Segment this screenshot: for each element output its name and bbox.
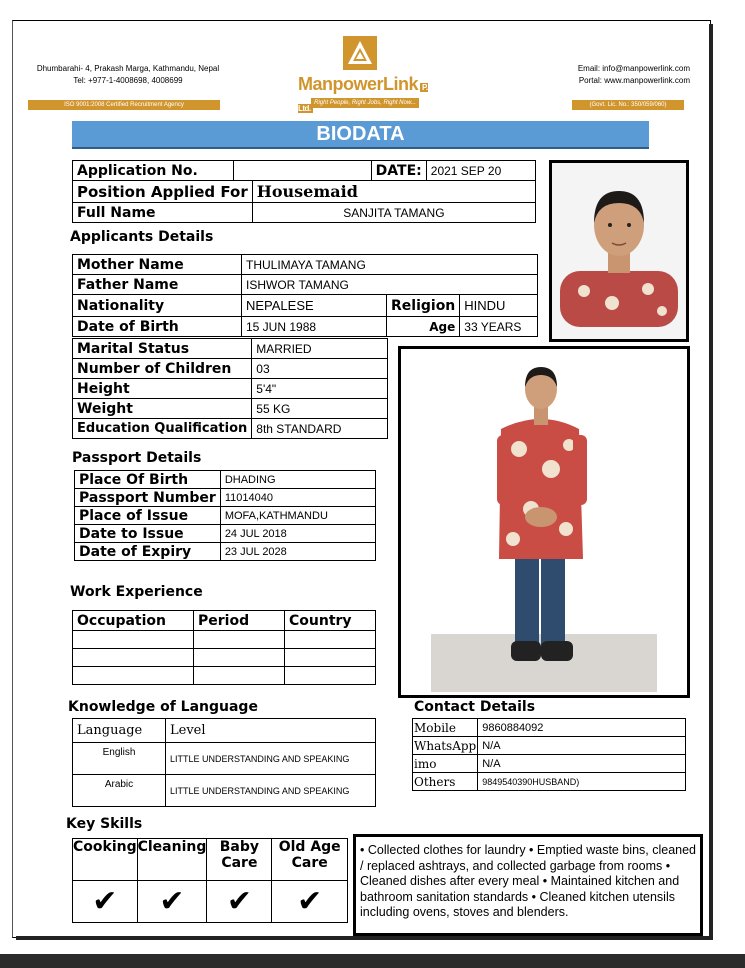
work-col-period: Period	[194, 611, 285, 631]
contact-heading: Contact Details	[414, 699, 536, 715]
contact-value: 9849540390HUSBAND)	[478, 773, 686, 791]
skill-check-icon: ✔	[137, 881, 207, 923]
language-table	[72, 718, 376, 807]
contact-label: Others	[413, 773, 478, 791]
work-experience-heading: Work Experience	[70, 584, 203, 600]
viewer-bottom-strip	[0, 954, 745, 968]
position-value: Housemaid	[252, 181, 535, 203]
education-label: Education Qualification	[73, 419, 252, 439]
passport-details-heading: Passport Details	[72, 450, 202, 466]
age-label: Age	[387, 317, 460, 337]
passport-row-value: 24 JUL 2018	[220, 525, 375, 543]
full-body-photo	[398, 346, 690, 698]
father-value: ISHWOR TAMANG	[242, 275, 538, 295]
passport-row-value: DHADING	[220, 471, 375, 489]
skill-check-icon: ✔	[207, 881, 272, 923]
work-cell	[73, 649, 194, 667]
work-cell	[285, 667, 376, 685]
skill-label: Cooking	[73, 839, 138, 881]
mother-label: Mother Name	[73, 255, 242, 275]
dob-label: Date of Birth	[73, 317, 242, 337]
passport-row-label: Passport Number	[75, 489, 221, 507]
page-shadow	[16, 936, 713, 940]
logo-name: ManpowerLink	[298, 74, 419, 94]
skill-label: Cleaning	[137, 839, 207, 881]
fullname-value: SANJITA TAMANG	[252, 203, 535, 223]
passport-row-label: Place of Issue	[75, 507, 221, 525]
fullname-label: Full Name	[73, 203, 253, 223]
work-cell	[285, 649, 376, 667]
work-cell	[194, 631, 285, 649]
contact-value: N/A	[478, 737, 686, 755]
language-name: English	[73, 743, 166, 775]
passport-row-value: 23 JUL 2028	[220, 543, 375, 561]
language-level: LITTLE UNDERSTANDING AND SPEAKING	[166, 775, 376, 807]
education-value: 8th STANDARD	[252, 419, 388, 439]
mother-value: THULIMAYA TAMANG	[242, 255, 538, 275]
company-email: Email: info@manpowerlink.com	[577, 64, 690, 73]
nationality-label: Nationality	[73, 295, 242, 317]
applicant-table-bottom	[72, 338, 388, 439]
company-portal: Portal: www.manpowerlink.com	[578, 76, 690, 85]
work-cell	[73, 631, 194, 649]
application-table	[72, 160, 536, 181]
children-value: 03	[252, 359, 388, 379]
age-value: 33 YEARS	[460, 317, 538, 337]
skill-check-icon: ✔	[73, 881, 138, 923]
weight-value: 55 KG	[252, 399, 388, 419]
date-label: DATE:	[371, 161, 426, 181]
applicant-details-heading: Applicants Details	[70, 229, 214, 245]
skill-label: Old Age Care	[272, 839, 348, 881]
passport-row-label: Date to Issue	[75, 525, 221, 543]
language-name: Arabic	[73, 775, 166, 807]
key-skills-heading: Key Skills	[66, 816, 143, 832]
company-tagline: Right People, Right Jobs, Right Now...	[311, 98, 419, 108]
religion-label: Religion	[387, 295, 460, 317]
company-address: Dhumbarahi- 4, Prakash Marga, Kathmandu, Nepal	[36, 64, 220, 73]
passport-row-label: Place Of Birth	[75, 471, 221, 489]
religion-value: HINDU	[460, 295, 538, 317]
language-col-level: Level	[166, 719, 376, 743]
position-label: Position Applied For	[73, 181, 253, 203]
contact-label: imo	[413, 755, 478, 773]
passport-table	[74, 470, 376, 561]
contact-table	[412, 718, 686, 791]
page-title: BIODATA	[72, 121, 649, 149]
work-cell	[194, 649, 285, 667]
passport-row-label: Date of Expiry	[75, 543, 221, 561]
work-col-country: Country	[285, 611, 376, 631]
work-cell	[73, 667, 194, 685]
app-no-value	[234, 161, 371, 181]
applicant-table-top	[72, 254, 538, 337]
skill-check-icon: ✔	[272, 881, 348, 923]
work-cell	[194, 667, 285, 685]
dob-value: 15 JUN 1988	[242, 317, 387, 337]
language-col-language: Language	[73, 719, 166, 743]
license-badge: (Govt. Lic. No.: 350/059/060)	[572, 100, 684, 110]
language-heading: Knowledge of Language	[68, 699, 258, 715]
date-value: 2021 SEP 20	[426, 161, 535, 181]
marital-label: Marital Status	[73, 339, 252, 359]
contact-value: N/A	[478, 755, 686, 773]
skill-label: Baby Care	[207, 839, 272, 881]
passport-photo	[549, 160, 689, 342]
nationality-value: NEPALESE	[242, 295, 387, 317]
contact-label: Mobile	[413, 719, 478, 737]
work-experience-table	[72, 610, 376, 685]
father-label: Father Name	[73, 275, 242, 295]
skills-description: • Collected clothes for laundry • Emptied waste bins, cleaned / replaced ashtrays, and collected garbage from rooms • Cleaned dishes after every meal • Maintained kitchen and bathroom sanitation standards • Cleaned kitchen utensils including ovens, stoves and blenders.	[353, 834, 703, 936]
skills-table	[72, 838, 348, 923]
company-phone: Tel: +977-1-4008698, 4008699	[73, 76, 183, 85]
company-logo-icon	[343, 36, 377, 70]
logo-suffix: P. Ltd.	[298, 83, 428, 113]
work-col-occupation: Occupation	[73, 611, 194, 631]
language-level: LITTLE UNDERSTANDING AND SPEAKING	[166, 743, 376, 775]
children-label: Number of Children	[73, 359, 252, 379]
app-no-label: Application No.	[73, 161, 234, 181]
iso-badge: ISO 9001:2008 Certified Recruitment Agency	[28, 100, 220, 110]
work-cell	[285, 631, 376, 649]
contact-label: WhatsApp	[414, 738, 477, 753]
height-label: Height	[73, 379, 252, 399]
contact-value: 9860884092	[478, 719, 686, 737]
height-value: 5'4"	[252, 379, 388, 399]
weight-label: Weight	[73, 399, 252, 419]
marital-value: MARRIED	[252, 339, 388, 359]
position-table	[72, 180, 536, 223]
passport-row-value: 11014040	[220, 489, 375, 507]
passport-row-value: MOFA,KATHMANDU	[220, 507, 375, 525]
page-shadow	[709, 24, 713, 940]
